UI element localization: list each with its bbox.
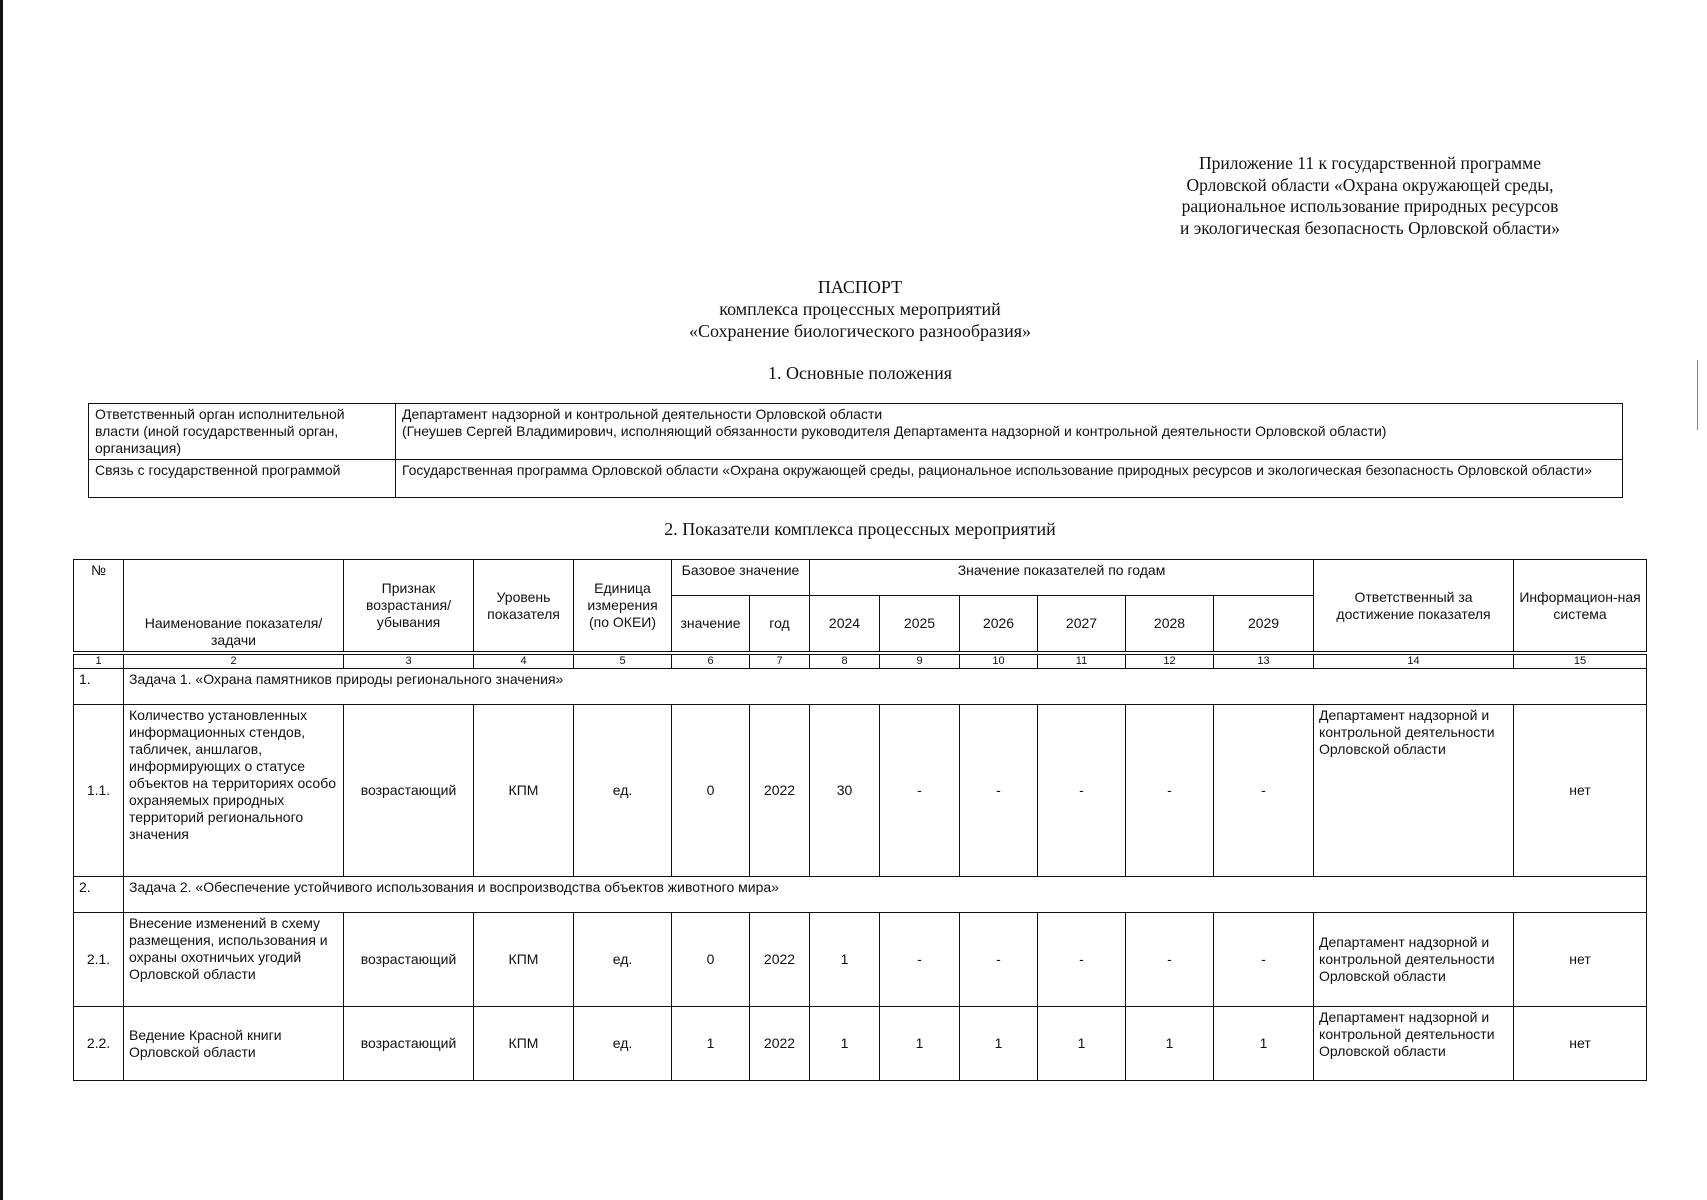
- header-year: 2024: [810, 596, 880, 652]
- header-level: Уровень показателя: [474, 560, 574, 652]
- header-unit: Единица измерения (по ОКЕИ): [574, 560, 672, 652]
- column-number: 3: [344, 655, 474, 669]
- indicator-row: [74, 1007, 1647, 1081]
- document-title: [560, 276, 1160, 342]
- base-value: 0: [672, 913, 750, 1007]
- row-value: [396, 404, 1623, 460]
- column-number: 2: [124, 655, 344, 669]
- header-row: [74, 560, 1647, 596]
- indicator-name: Ведение Красной книги Орловской области: [124, 1007, 344, 1081]
- column-number: 15: [1514, 655, 1647, 669]
- column-number: 7: [750, 655, 810, 669]
- table-row: [89, 460, 1623, 498]
- header-num: №: [74, 560, 124, 652]
- row-label: Ответственный орган исполнительной власти (иной государственный орган, организация): [89, 404, 396, 460]
- indicators-table: [73, 559, 1647, 1081]
- year-value: -: [880, 705, 960, 877]
- base-value: 1: [672, 1007, 750, 1081]
- header-base-year: год: [750, 596, 810, 652]
- year-value: -: [1214, 913, 1314, 1007]
- year-value: 1: [1038, 1007, 1126, 1081]
- year-value: 1: [810, 913, 880, 1007]
- info-system: нет: [1514, 705, 1647, 877]
- column-number: 11: [1038, 655, 1126, 669]
- row-number: 1.1.: [74, 705, 124, 877]
- column-number: 6: [672, 655, 750, 669]
- page-right-edge: [1697, 360, 1698, 430]
- column-number: 14: [1314, 655, 1514, 669]
- indicator-level: КПМ: [474, 705, 574, 877]
- year-value: -: [1126, 913, 1214, 1007]
- year-value: 1: [960, 1007, 1038, 1081]
- task-row: [74, 669, 1647, 705]
- header-year: 2027: [1038, 596, 1126, 652]
- task-number: 1.: [74, 669, 124, 705]
- indicator-unit: ед.: [574, 913, 672, 1007]
- indicator-row: [74, 913, 1647, 1007]
- indicator-sign: возрастающий: [344, 1007, 474, 1081]
- header-base-value: значение: [672, 596, 750, 652]
- section2-heading: 2. Показатели комплекса процессных мероприятий: [664, 519, 1056, 539]
- header-year: 2026: [960, 596, 1038, 652]
- base-value: 0: [672, 705, 750, 877]
- appendix-line: и экологическая безопасность Орловской области»: [1180, 217, 1560, 238]
- main-provisions-table: [88, 403, 1623, 498]
- indicator-sign: возрастающий: [344, 913, 474, 1007]
- header-sign: Признак возрастания/ убывания: [344, 560, 474, 652]
- year-value: -: [1038, 913, 1126, 1007]
- year-value: 1: [1214, 1007, 1314, 1081]
- row-label: Связь с государственной программой: [89, 460, 396, 498]
- year-value: 1: [1126, 1007, 1214, 1081]
- page-left-edge: [0, 0, 3, 1200]
- header-year: 2029: [1214, 596, 1314, 652]
- column-number: 13: [1214, 655, 1314, 669]
- header-base: Базовое значение: [672, 560, 810, 596]
- base-year: 2022: [750, 705, 810, 877]
- indicator-unit: ед.: [574, 705, 672, 877]
- year-value: -: [1214, 705, 1314, 877]
- responsible-body: Департамент надзорной и контрольной деятельности Орловской области: [1314, 705, 1514, 877]
- indicator-unit: ед.: [574, 1007, 672, 1081]
- year-value: -: [1038, 705, 1126, 877]
- indicator-level: КПМ: [474, 913, 574, 1007]
- column-number: 8: [810, 655, 880, 669]
- column-number: 4: [474, 655, 574, 669]
- table-row: [89, 404, 1623, 460]
- info-system: нет: [1514, 913, 1647, 1007]
- row-number: 2.2.: [74, 1007, 124, 1081]
- column-number: 10: [960, 655, 1038, 669]
- indicator-level: КПМ: [474, 1007, 574, 1081]
- year-value: -: [1126, 705, 1214, 877]
- header-name: Наименование показателя/задачи: [124, 560, 344, 652]
- base-year: 2022: [750, 1007, 810, 1081]
- header-year: 2025: [880, 596, 960, 652]
- task-row: [74, 877, 1647, 913]
- row-number: 2.1.: [74, 913, 124, 1007]
- row-value: Государственная программа Орловской области «Охрана окружающей среды, рациональное использование природных ресурсов и экологическая безопасность Орловской области»: [396, 460, 1623, 498]
- value-line: Департамент надзорной и контрольной деятельности Орловской области: [402, 406, 883, 422]
- responsible-body: Департамент надзорной и контрольной деятельности Орловской области: [1314, 1007, 1514, 1081]
- header-responsible: Ответственный за достижение показателя: [1314, 560, 1514, 652]
- header-by-year: Значение показателей по годам: [810, 560, 1314, 596]
- year-value: 1: [810, 1007, 880, 1081]
- year-value: -: [960, 913, 1038, 1007]
- year-value: 1: [880, 1007, 960, 1081]
- appendix-line: Приложение 11 к государственной программе: [1199, 153, 1541, 173]
- year-value: -: [960, 705, 1038, 877]
- responsible-body: Департамент надзорной и контрольной деятельности Орловской области: [1314, 913, 1514, 1007]
- column-number: 9: [880, 655, 960, 669]
- section1-heading: 1. Основные положения: [768, 363, 952, 383]
- indicator-row: [74, 705, 1647, 877]
- appendix-line: рациональное использование природных ресурсов: [1181, 196, 1559, 216]
- title-passport: ПАСПОРТ: [817, 277, 903, 297]
- header-year: 2028: [1126, 596, 1214, 652]
- task-number: 2.: [74, 877, 124, 913]
- indicator-name: Внесение изменений в схему размещения, использования и охраны охотничьих угодий Орловской области: [124, 913, 344, 1007]
- column-number: 1: [74, 655, 124, 669]
- appendix-note: [1150, 153, 1590, 239]
- appendix-line: Орловской области «Охрана окружающей среды,: [1186, 174, 1554, 195]
- info-system: нет: [1514, 1007, 1647, 1081]
- indicator-sign: возрастающий: [344, 705, 474, 877]
- base-year: 2022: [750, 913, 810, 1007]
- task-title: Задача 2. «Обеспечение устойчивого использования и воспроизводства объектов животного мира»: [124, 877, 1647, 913]
- year-value: 30: [810, 705, 880, 877]
- header-info: Информацион-ная система: [1514, 560, 1647, 652]
- column-number: 5: [574, 655, 672, 669]
- task-title: Задача 1. «Охрана памятников природы регионального значения»: [124, 669, 1647, 705]
- column-number: 12: [1126, 655, 1214, 669]
- year-value: -: [880, 913, 960, 1007]
- column-numbers-row: [74, 655, 1647, 669]
- indicator-name: Количество установленных информационных стендов, табличек, аншлагов, информирующих о статусе объектов на территориях особо охраняемых природных территорий регионального значения: [124, 705, 344, 877]
- value-line: (Гнеушев Сергей Владимирович, исполняющий обязанности руководителя Департамента надзорной и контрольной деятельности Орловской области): [402, 423, 1387, 439]
- title-program-name: «Сохранение биологического разнообразия»: [688, 321, 1032, 341]
- title-subtitle: комплекса процессных мероприятий: [719, 299, 1001, 319]
